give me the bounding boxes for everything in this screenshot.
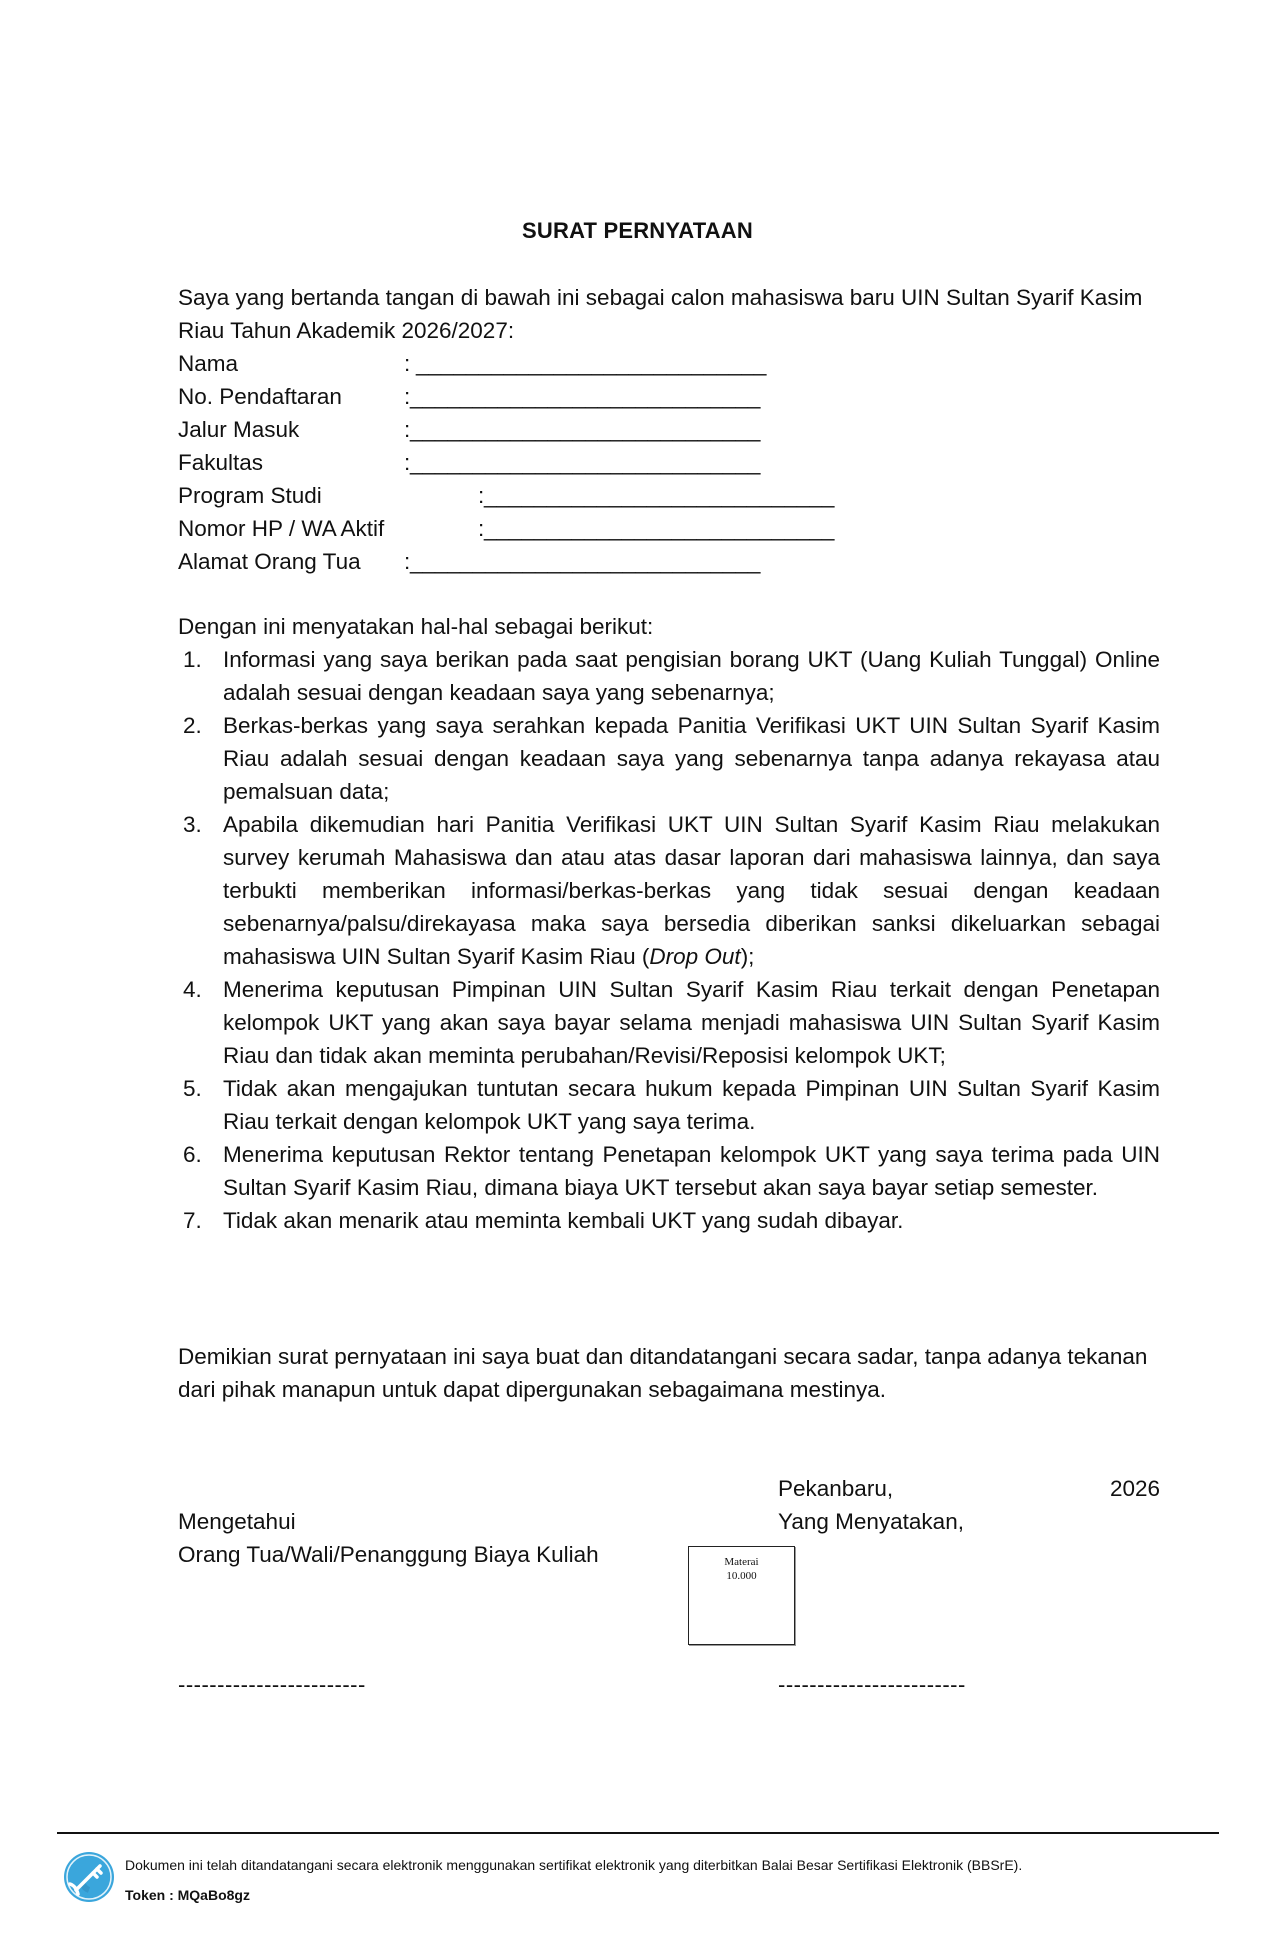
field-colon: : [404, 417, 411, 442]
signer-label: Yang Menyatakan, [778, 1509, 964, 1534]
acknowledge-label: Mengetahui [178, 1509, 296, 1534]
signature-right-block [778, 1472, 1160, 1538]
statement-number: 5. [183, 1076, 202, 1101]
signature-token: Token : MQaBo8gz [125, 1887, 250, 1903]
field-blank[interactable]: ____________________________ [416, 351, 767, 376]
statement-number: 3. [183, 812, 202, 837]
statement-item [178, 808, 1160, 973]
signature-left-block [178, 1505, 599, 1571]
statement-list [178, 643, 1160, 1237]
statement-item [178, 1204, 1160, 1237]
materai-value: 10.000 [726, 1570, 757, 1582]
materai-stamp-box [688, 1546, 795, 1645]
signature-year: 2026 [1109, 1476, 1160, 1501]
statement-number: 1. [183, 647, 202, 672]
field-colon: : [404, 384, 411, 409]
statement-item [178, 643, 1160, 709]
document-title: SURAT PERNYATAAN [522, 218, 753, 243]
field-colon: : [404, 549, 411, 574]
e-signature-notice: Dokumen ini telah ditandatangani secara elektronik menggunakan sertifikat elektronik yang diterbitkan Balai Besar Sertifikasi Elektronik (BBSrE). [125, 1857, 1023, 1873]
field-blank[interactable]: ____________________________ [410, 417, 761, 442]
signer-signature-line: ------------------------ [778, 1672, 966, 1697]
field-label: Nama [178, 351, 239, 376]
statement-text: Menerima keputusan Pimpinan UIN Sultan Syarif Kasim Riau terkait dengan Penetapan kelompok UKT yang akan saya bayar selama menjadi mahasiswa UIN Sultan Syarif Kasim Riau dan tidak akan meminta perubahan/Revisi/Reposisi kelompok UKT; [223, 977, 1160, 1068]
field-colon: : [478, 516, 485, 541]
signature-place: Pekanbaru, [778, 1476, 894, 1501]
intro-paragraph: Saya yang bertanda tangan di bawah ini sebagai calon mahasiswa baru UIN Sultan Syarif Kasim Riau Tahun Akademik 2026/2027: [178, 285, 1143, 343]
field-colon: : [404, 450, 411, 475]
field-blank[interactable]: ____________________________ [484, 483, 835, 508]
footer-divider [57, 1832, 1219, 1834]
materai-label: Materai [724, 1556, 759, 1568]
field-blank[interactable]: ____________________________ [410, 450, 761, 475]
statement-item [178, 1072, 1160, 1138]
field-label: Fakultas [178, 450, 264, 475]
statement-number: 6. [183, 1142, 202, 1167]
field-colon: : [478, 483, 485, 508]
field-blank[interactable]: ____________________________ [484, 516, 835, 541]
statement-item [178, 709, 1160, 808]
statement-text: Informasi yang saya berikan pada saat pengisian borang UKT (Uang Kuliah Tunggal) Online adalah sesuai dengan keadaan saya yang sebenarnya; [223, 647, 1160, 705]
statement-text: Tidak akan menarik atau meminta kembali UKT yang sudah dibayar. [223, 1208, 904, 1233]
field-label: Program Studi [178, 483, 322, 508]
field-label: Nomor HP / WA Aktif [178, 516, 385, 541]
statement-italic: Drop Out [649, 944, 741, 969]
statement-text: Apabila dikemudian hari Panitia Verifikasi UKT UIN Sultan Syarif Kasim Riau melakukan survey kerumah Mahasiswa dan atau atas dasar laporan dari mahasiswa lainnya, dan saya terbukti memberikan informasi/berkas-berkas yang tidak sesuai dengan keadaan sebenarnya/palsu/direkayasa maka saya bersedia diberikan sanksi dikeluarkan sebagai mahasiswa UIN Sultan Syarif Kasim Riau ( [223, 812, 1160, 969]
statement-suffix: ); [740, 944, 755, 969]
guardian-label: Orang Tua/Wali/Penanggung Biaya Kuliah [178, 1542, 599, 1567]
field-label: No. Pendaftaran [178, 384, 342, 409]
date-row [778, 1472, 1160, 1505]
statement-number: 2. [183, 713, 202, 738]
statement-text: Tidak akan mengajukan tuntutan secara hukum kepada Pimpinan UIN Sultan Syarif Kasim Riau terkait dengan kelompok UKT yang saya terima. [223, 1076, 1160, 1134]
field-blank[interactable]: ____________________________ [410, 549, 761, 574]
field-colon: : [404, 351, 411, 376]
statement-text: Berkas-berkas yang saya serahkan kepada Panitia Verifikasi UKT UIN Sultan Syarif Kasim Riau adalah sesuai dengan keadaan saya yang sebenarnya tanpa adanya rekayasa atau pemalsuan data; [223, 713, 1160, 804]
statement-number: 4. [183, 977, 202, 1002]
statement-text: Menerima keputusan Rektor tentang Penetapan kelompok UKT yang saya terima pada UIN Sultan Syarif Kasim Riau, dimana biaya UKT tersebut akan saya bayar setiap semester. [223, 1142, 1160, 1200]
field-blank[interactable]: ____________________________ [410, 384, 761, 409]
guardian-signature-line: ------------------------ [178, 1672, 366, 1697]
bsre-key-icon [62, 1850, 116, 1904]
field-label: Jalur Masuk [178, 417, 300, 442]
statement-item [178, 973, 1160, 1072]
statement-lead: Dengan ini menyatakan hal-hal sebagai berikut: [178, 614, 654, 639]
statement-number: 7. [183, 1208, 202, 1233]
statement-item [178, 1138, 1160, 1204]
field-label: Alamat Orang Tua [178, 549, 361, 574]
closing-paragraph: Demikian surat pernyataan ini saya buat dan ditandatangani secara sadar, tanpa adanya tekanan dari pihak manapun untuk dapat dipergunakan sebagaimana mestinya. [178, 1344, 1148, 1402]
